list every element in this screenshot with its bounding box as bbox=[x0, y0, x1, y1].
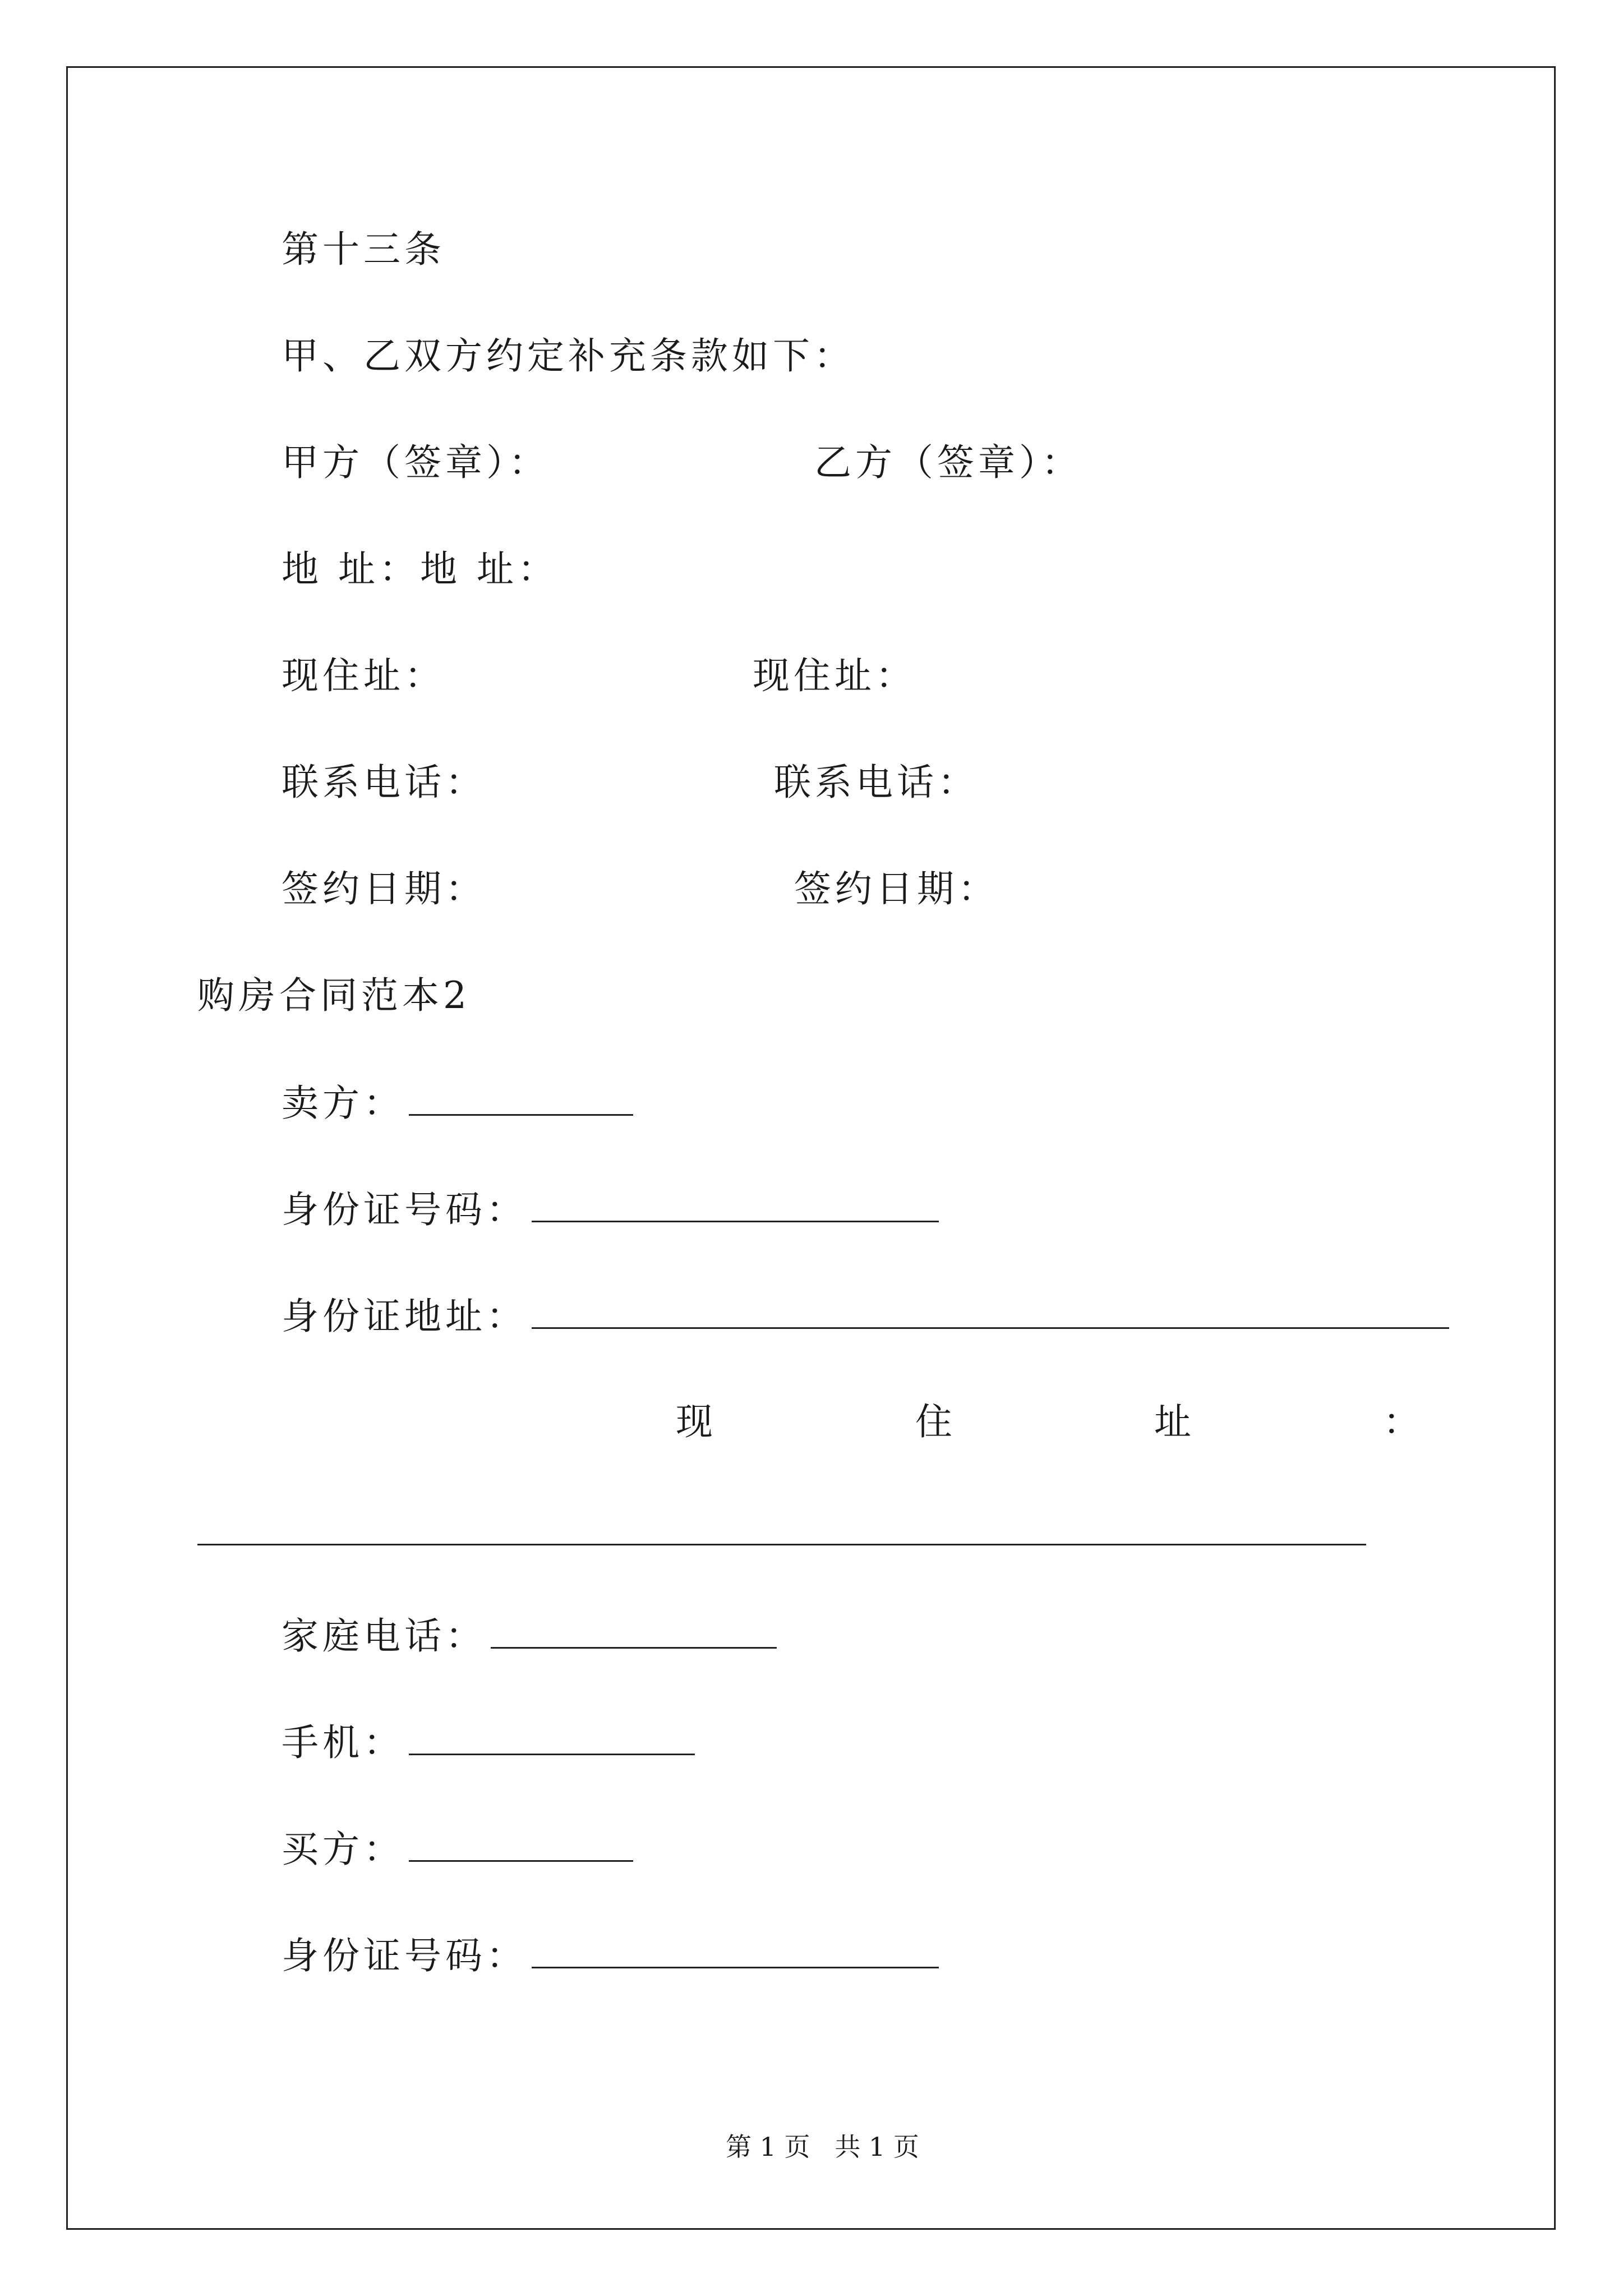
buyer-id-number-field bbox=[282, 1936, 939, 1975]
seller-residence-label bbox=[0, 1400, 1623, 1443]
seller-home-phone-field bbox=[282, 1614, 777, 1658]
seller-id-address-field bbox=[282, 1295, 1449, 1338]
supplementary-clause-text: 甲、乙双方约定补充条款如下： bbox=[282, 334, 855, 378]
seller-mobile-field bbox=[282, 1721, 695, 1764]
seller-id-number-blank bbox=[532, 1190, 939, 1222]
buyer-blank bbox=[409, 1830, 633, 1862]
buyer-label: 买方： bbox=[282, 1828, 404, 1871]
party-a-residence-label: 现住址： bbox=[282, 654, 445, 697]
page-border bbox=[66, 66, 1556, 2230]
party-b-signature-label: 乙方（签章）： bbox=[814, 441, 1082, 484]
seller-id-number-label: 身份证号码： bbox=[282, 1188, 527, 1231]
party-b-phone-label: 联系电话： bbox=[774, 761, 979, 804]
party-a-signature-label: 甲方（签章）： bbox=[282, 441, 550, 484]
buyer-id-number-label: 身份证号码： bbox=[282, 1934, 527, 1977]
party-b-sign-date-label: 签约日期： bbox=[794, 867, 999, 910]
seller-field bbox=[282, 1082, 633, 1125]
party-b-residence-label: 现住址： bbox=[753, 654, 916, 697]
seller-mobile-blank bbox=[409, 1723, 695, 1755]
seller-mobile-label: 手机： bbox=[282, 1721, 404, 1764]
article-heading: 第十三条 bbox=[282, 228, 445, 271]
buyer-field bbox=[282, 1828, 633, 1871]
page-footer: 第 1 页 共 1 页 bbox=[726, 2132, 919, 2162]
address-label: 地 址：地 址： bbox=[282, 547, 559, 591]
seller-id-number-field bbox=[282, 1188, 939, 1231]
section-title: 购房合同范本2 bbox=[197, 974, 471, 1017]
seller-label: 卖方： bbox=[282, 1082, 404, 1125]
residence-char-3: 址 bbox=[1154, 1400, 1195, 1443]
residence-colon: ： bbox=[1383, 1400, 1424, 1443]
seller-home-phone-blank bbox=[491, 1617, 777, 1649]
seller-home-phone-label: 家庭电话： bbox=[282, 1614, 486, 1658]
residence-char-1: 现 bbox=[676, 1400, 717, 1443]
seller-id-address-label: 身份证地址： bbox=[282, 1295, 527, 1338]
party-a-sign-date-label: 签约日期： bbox=[282, 867, 486, 910]
buyer-id-number-blank bbox=[532, 1936, 939, 1968]
residence-char-2: 住 bbox=[915, 1400, 956, 1443]
party-a-phone-label: 联系电话： bbox=[282, 761, 486, 804]
seller-residence-blank bbox=[197, 1544, 1366, 1545]
seller-blank bbox=[409, 1084, 633, 1116]
seller-id-address-blank bbox=[532, 1297, 1449, 1329]
